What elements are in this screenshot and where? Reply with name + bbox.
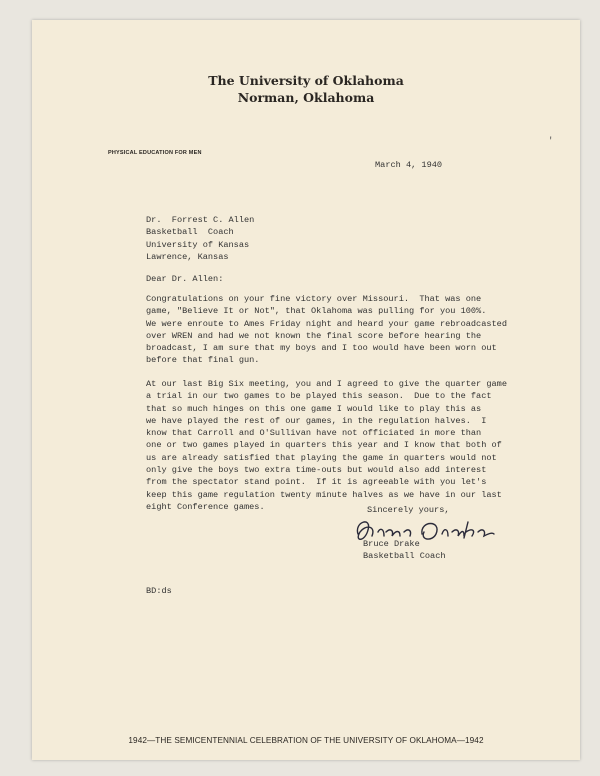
letterhead [32,72,580,106]
body-paragraph-1: Congratulations on your fine victory over Missouri. That was one game, "Believe It or Not", that Oklahoma was pulling for you 100%. We were enroute to Ames Friday night and heard your game rebroadcasted over WREN and had we not known the final score before hearing the broadcast, I am sure that my boys and I too would have been worn out before that final gun. [146,294,507,366]
salutation: Dear Dr. Allen: [146,274,224,284]
letter-date: March 4, 1940 [375,160,443,170]
body-paragraph-2: At our last Big Six meeting, you and I agreed to give the quarter game a trial in our two games to be played this season. Due to the fact that so much hinges on this one game I would like to play this as we have played the rest of our games, in the regulation halves. I know that Carroll and O'Sullivan have not officiated in more than one or two games played in quarters this year and I know that both of us are already satisfied that playing the game in quarters would not only give the boys two extra time-outs but would also add interest from the spectator stand point. If it is agreeable with you let's keep this game regulation twenty minute halves as we have in our last eight Conference games. [146,379,507,512]
department-label: PHYSICAL EDUCATION FOR MEN [108,150,202,156]
recipient-address [146,214,254,263]
signature-block [363,538,446,563]
margin-mark: ' [548,136,554,146]
footer-banner: 1942—THE SEMICENTENNIAL CELEBRATION OF THE UNIVERSITY OF OKLAHOMA—1942 [128,736,484,745]
letter-paper [32,20,580,760]
signer-name: Bruce Drake [363,539,420,549]
recipient-city: Lawrence, Kansas [146,251,229,262]
typist-initials: BD:ds [146,586,172,596]
recipient-name: Dr. Forrest C. Allen [146,215,255,225]
letterhead-university: The University of Oklahoma [208,73,404,88]
closing: Sincerely yours, [367,505,450,515]
letterhead-city: Norman, Oklahoma [237,90,375,105]
recipient-title: Basketball Coach [146,227,234,238]
recipient-org: University of Kansas [146,239,250,250]
signer-title: Basketball Coach [363,551,446,562]
